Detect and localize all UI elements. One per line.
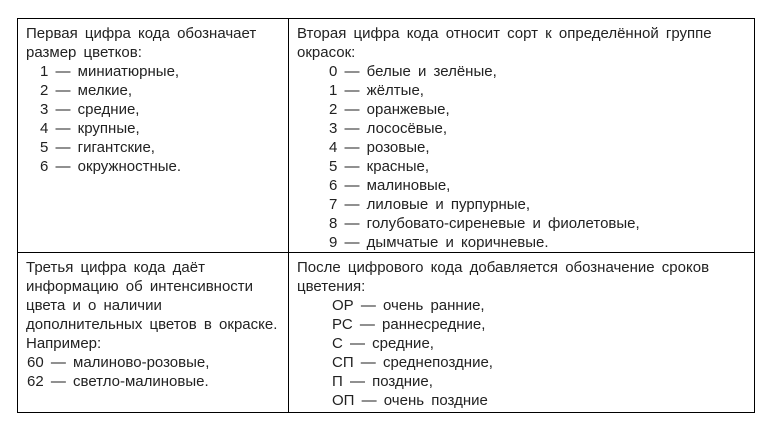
third-digit-item: 60 — малиново-розовые, [27, 354, 210, 371]
first-digit-item: 1 — миниатюрные, [40, 63, 180, 80]
second-digit-item: 5 — красные, [329, 158, 429, 175]
second-digit-item: 2 — оранжевые, [329, 101, 450, 118]
third-digit-intro-line: цвета и о наличии [26, 297, 162, 314]
first-digit-item: 3 — средние, [40, 101, 140, 118]
first-digit-item: 6 — окружностные. [40, 158, 182, 175]
first-digit-item: 4 — крупные, [40, 120, 140, 137]
flowering-period-item: ОР — очень ранние, [332, 297, 485, 314]
flowering-period-intro-line: После цифрового кода добавляется обозначение сроков [297, 259, 710, 276]
flowering-period-item: СП — среднепоздние, [332, 354, 493, 371]
cell-second-digit [289, 19, 754, 253]
second-digit-item: 9 — дымчатые и коричневые. [329, 234, 549, 251]
first-digit-intro-line: Первая цифра кода обозначает [26, 25, 257, 42]
cell-third-digit [18, 253, 289, 412]
flowering-period-item: П — поздние, [332, 373, 433, 390]
second-digit-item: 6 — малиновые, [329, 177, 451, 194]
second-digit-item: 1 — жёлтые, [329, 82, 424, 99]
third-digit-intro-line: дополнительных цветов в окраске. [26, 316, 278, 333]
second-digit-item: 8 — голубовато-сиреневые и фиолетовые, [329, 215, 640, 232]
first-digit-item: 2 — мелкие, [40, 82, 133, 99]
third-digit-example-label: Например: [26, 335, 102, 352]
flowering-period-intro-line: цветения: [297, 278, 366, 295]
third-digit-item: 62 — светло-малиновые. [27, 373, 209, 390]
third-digit-intro-line: Третья цифра кода даёт [26, 259, 205, 276]
second-digit-item: 7 — лиловые и пурпурные, [329, 196, 531, 213]
code-legend-table [17, 18, 755, 413]
second-digit-intro-line: Вторая цифра кода относит сорт к определённой группе [297, 25, 712, 42]
flowering-period-item: РС — раннесредние, [332, 316, 486, 333]
third-digit-intro-line: информацию об интенсивности [26, 278, 254, 295]
flowering-period-item: ОП — очень поздние [332, 392, 488, 409]
cell-flowering-period [289, 253, 754, 412]
second-digit-item: 3 — лососёвые, [329, 120, 448, 137]
cell-first-digit [18, 19, 289, 253]
second-digit-item: 4 — розовые, [329, 139, 430, 156]
first-digit-item: 5 — гигантские, [40, 139, 155, 156]
flowering-period-item: С — средние, [332, 335, 434, 352]
second-digit-intro-line: окрасок: [297, 44, 356, 61]
first-digit-intro-line: размер цветков: [26, 44, 142, 61]
second-digit-item: 0 — белые и зелёные, [329, 63, 497, 80]
